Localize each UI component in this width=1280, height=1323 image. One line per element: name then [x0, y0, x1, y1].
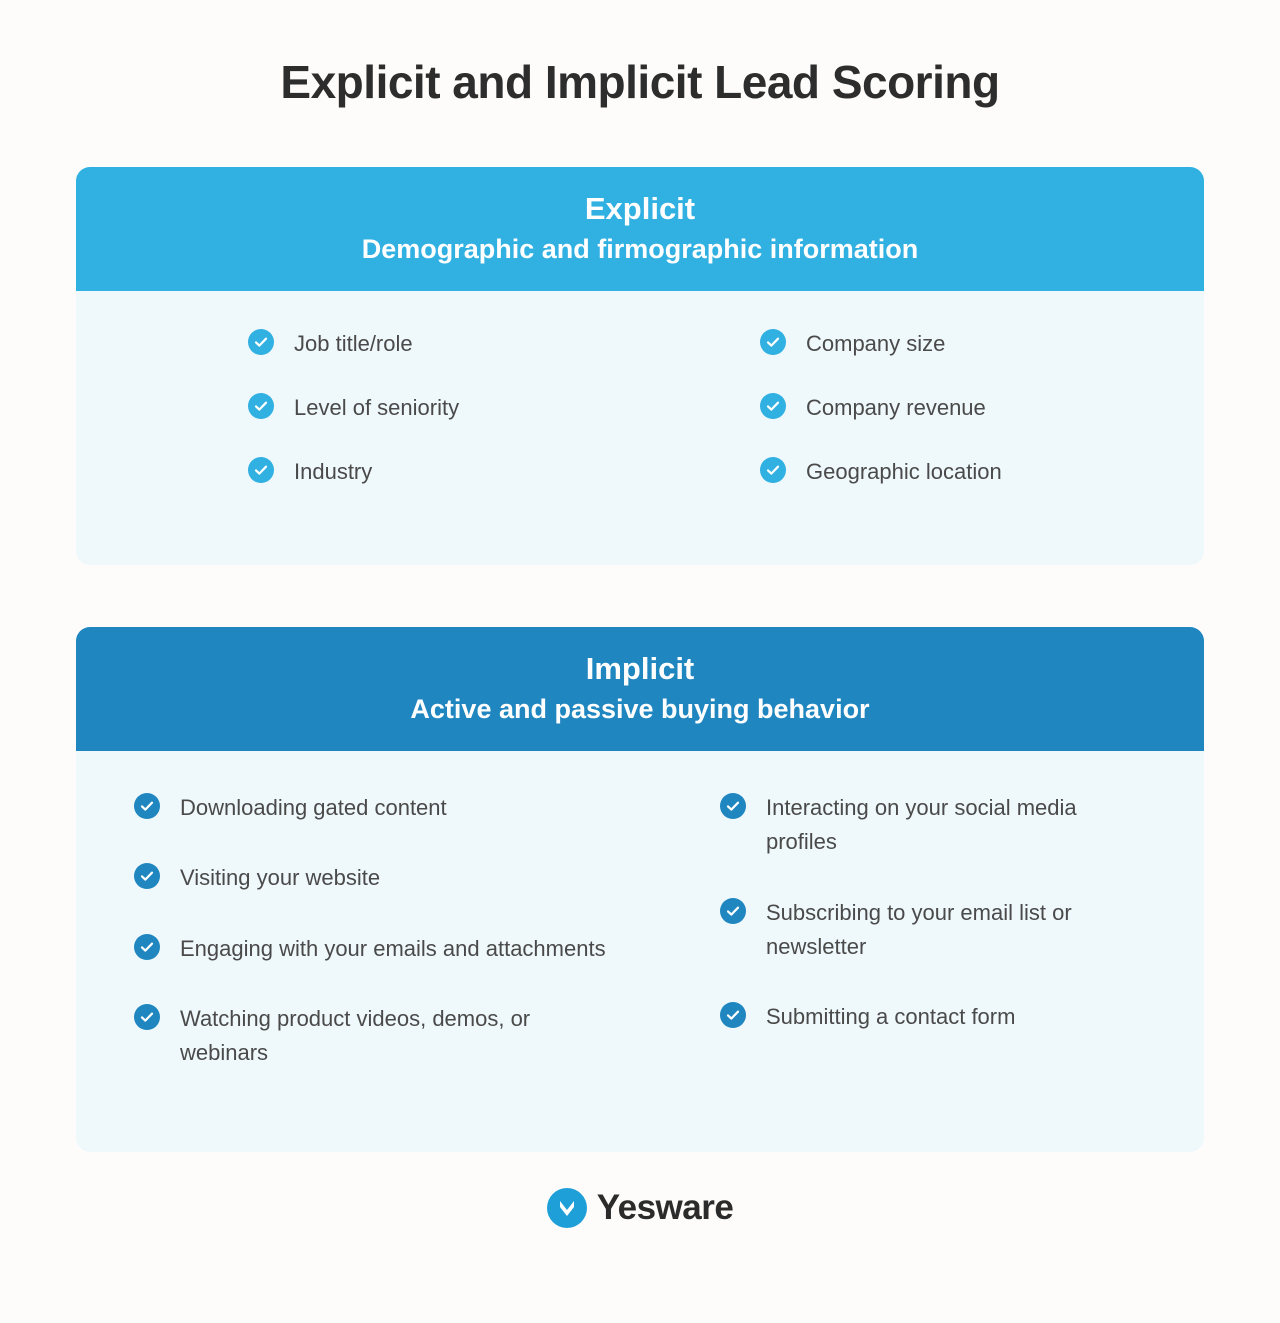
- check-circle-icon: [134, 863, 160, 889]
- implicit-header-title: Implicit: [585, 651, 695, 687]
- list-item-label: Submitting a contact form: [766, 1003, 1016, 1029]
- explicit-card-body: [76, 291, 1204, 565]
- check-circle-icon: [760, 457, 786, 483]
- implicit-columns: [134, 791, 1146, 1105]
- explicit-header-title: Explicit: [584, 191, 696, 226]
- check-circle-icon: [720, 898, 746, 924]
- list-item-label: Engaging with your emails and attachments: [180, 935, 606, 961]
- implicit-card-body: [76, 751, 1204, 1151]
- yesware-logo-icon: [547, 1188, 587, 1228]
- list-item: [720, 791, 1146, 859]
- implicit-right-column: [640, 791, 1146, 1105]
- list-item: [248, 327, 640, 361]
- list-item-label: Industry: [294, 459, 373, 485]
- list-item: [134, 791, 620, 825]
- explicit-left-column: [128, 327, 640, 519]
- list-item: [760, 455, 1152, 489]
- explicit-columns: [128, 327, 1152, 519]
- footer-brand: [0, 1188, 1280, 1228]
- list-item-label: Job title/role: [294, 331, 413, 357]
- check-circle-icon: [720, 793, 746, 819]
- list-item: [760, 327, 1152, 361]
- check-circle-icon: [248, 393, 274, 419]
- implicit-header-subtitle: Active and passive buying behavior: [410, 693, 870, 724]
- list-item: [760, 391, 1152, 425]
- check-circle-icon: [134, 934, 160, 960]
- list-item-label: Downloading gated content: [180, 795, 447, 821]
- explicit-card: [76, 167, 1204, 565]
- list-item-label: Interacting on your social media profiles: [766, 795, 1077, 855]
- list-item-label: Company size: [806, 331, 946, 357]
- list-item-label: Company revenue: [806, 395, 986, 421]
- check-circle-icon: [134, 793, 160, 819]
- check-circle-icon: [134, 1004, 160, 1030]
- list-item-label: Watching product videos, demos, or webinars: [180, 1005, 531, 1065]
- list-item: [248, 455, 640, 489]
- check-circle-icon: [720, 1002, 746, 1028]
- brand-name: Yesware: [596, 1187, 734, 1227]
- list-item: [134, 1002, 620, 1070]
- list-item-label: Level of seniority: [294, 395, 460, 421]
- check-circle-icon: [760, 393, 786, 419]
- list-item-label: Visiting your website: [180, 865, 381, 891]
- list-item: [720, 896, 1146, 964]
- check-circle-icon: [760, 329, 786, 355]
- list-item: [248, 391, 640, 425]
- implicit-card: [76, 627, 1204, 1152]
- list-item-label: Subscribing to your email list or newsletter: [766, 899, 1072, 959]
- check-circle-icon: [248, 329, 274, 355]
- list-item: [134, 932, 620, 966]
- implicit-card-header: [76, 627, 1204, 751]
- implicit-left-column: [134, 791, 640, 1105]
- check-circle-icon: [248, 457, 274, 483]
- explicit-header-subtitle: Demographic and firmographic information: [361, 233, 919, 264]
- list-item: [720, 1000, 1146, 1034]
- page-title: Explicit and Implicit Lead Scoring: [280, 56, 1000, 108]
- explicit-right-column: [640, 327, 1152, 519]
- explicit-card-header: [76, 167, 1204, 291]
- list-item-label: Geographic location: [806, 459, 1002, 485]
- list-item: [134, 861, 620, 895]
